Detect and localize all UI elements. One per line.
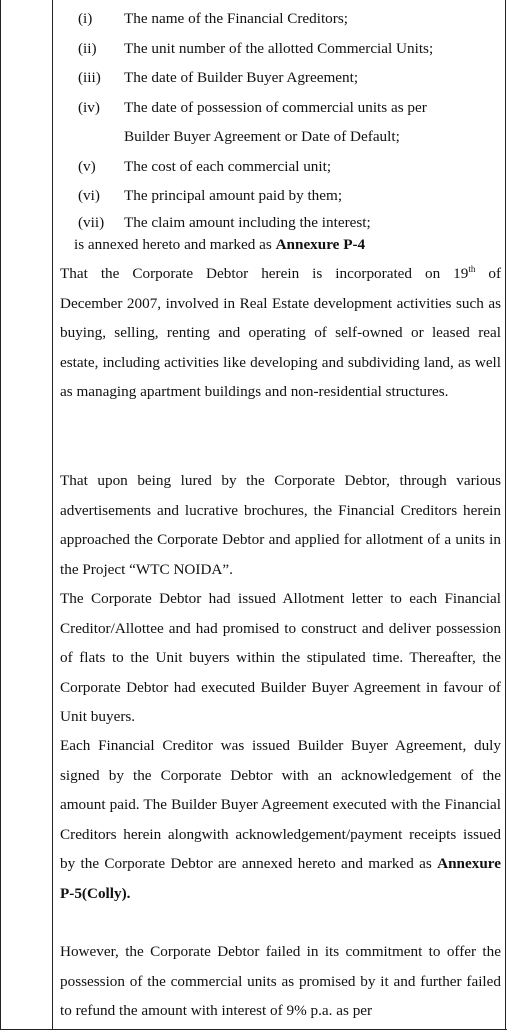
list-item [78, 93, 498, 123]
list-item-number: (iii) [78, 69, 101, 86]
paragraph-first-line [60, 259, 501, 289]
list-item-number: (vi) [78, 187, 100, 204]
list-item [78, 4, 498, 34]
table-column-divider [52, 0, 53, 1030]
list-item-text: The principal amount paid by them; [124, 187, 343, 204]
list-item-number: (vii) [78, 213, 105, 231]
incorporation-text-end: of [475, 265, 502, 282]
annexure-line [74, 235, 498, 255]
list-item-continuation: Builder Buyer Agreement or Date of Default; [124, 128, 400, 145]
list-item-number: (i) [78, 10, 93, 27]
paragraph-allotment: The Corporate Debtor had issued Allotment letter to each Financial Creditor/Allottee and had promised to construct and deliver possession of flats to the Unit buyers within the stipulated time. Thereafter, the Corporate Debtor had executed Builder Buyer Agreement in favour of Unit buyers. [60, 590, 501, 725]
list-item-text: The date of possession of commercial units as per [124, 98, 427, 116]
paragraph-lured: That upon being lured by the Corporate Debtor, through various advertisements and lucrative brochures, the Financial Creditors herein approached the Corporate Debtor and applied for allotment of a units in the Project “WTC NOIDA”. [60, 472, 501, 578]
details-list [74, 4, 498, 255]
list-item [78, 63, 498, 93]
annexure-prefix: is annexed hereto and marked as [74, 235, 276, 253]
paragraph-body: December 2007, involved in Real Estate development activities such as buying, selling, renting and operating of self-owned or leased real estate, including activities like developing and subdividing land, as well as managing apartment buildings and non-residential structures. [60, 294, 501, 400]
paragraph-incorporation [60, 259, 501, 407]
agreement-text: Each Financial Creditor was issued Builder Buyer Agreement, duly signed by the Corporate Debtor with an acknowledgement of the amount paid. The Builder Buyer Agreement executed with the Financial Creditors herein alongwith acknowledgement/payment receipts issued by the Corporate Debtor are annexed hereto and marked as [60, 737, 501, 872]
list-item-number: (iv) [78, 98, 100, 116]
list-item-number: (v) [78, 157, 96, 175]
list-item [78, 34, 498, 64]
table-left-border [0, 0, 1, 1030]
list-item-text: The cost of each commercial unit; [124, 157, 332, 175]
annexure-label: Annexure P-4 [275, 235, 366, 253]
list-item [78, 211, 498, 235]
list-item-text: The name of the Financial Creditors; [124, 10, 348, 27]
ordinal-suffix: th [468, 263, 476, 274]
paragraph-agreement [60, 731, 501, 908]
incorporation-text: That the Corporate Debtor herein is incorporated on 19 [60, 265, 469, 282]
list-item [78, 181, 498, 211]
list-item-number: (ii) [78, 39, 97, 57]
list-item-text: The unit number of the allotted Commercial Units; [124, 39, 434, 57]
annexure-label: Annexure P-5(Colly). [60, 855, 501, 902]
list-item-text: The date of Builder Buyer Agreement; [124, 69, 359, 86]
table-right-border [505, 0, 506, 1030]
paragraph-failure: However, the Corporate Debtor failed in its commitment to offer the possession of the commercial units as promised by it and further failed to refund the amount with interest of 9% p.a. as per [60, 943, 501, 1019]
list-item-text: The claim amount including the interest; [124, 213, 371, 231]
list-item [78, 152, 498, 182]
